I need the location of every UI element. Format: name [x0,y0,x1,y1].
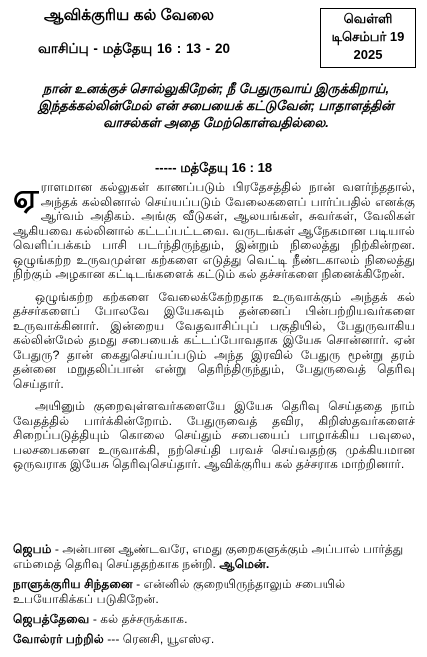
date-month-day: டிசெம்பர் 19 [331,29,405,44]
paragraph-1-text: ராளமான கல்லுகள் காணப்படும் பிரதேசத்தில் நான் வளர்ந்ததால், அந்தக் கல்லினால் செய்யப்படும் வேலைகளைப் பார்ப்பதில் எனக்கு ஆர்வம் அதிகம். அங்கு வீடுகள், ஆலயங்கள், சுவர்கள், வேலிகள் ஆகியவை கல்லினால் கட்டப்பட்டவை. வருடங்கள் ஆநேகமான படியால் வெளிப்பக்கம் பாசி படர்ந்திருந்தும், இன்றும் நிலைத்து நிற்கின்றன. ஒழுங்கற்ற உருவமுள்ள கற்களை எடுத்து வெட்டி நீண்டகாலம் நிலைத்து நிற்கும் அழகான கட்டிடங்களைக் கட்டும் கல் தச்சர்களை நினைக்கிறேன். [13,180,415,281]
body-text [13,176,415,480]
thought-text: - என்னில் குறையிருந்தாலும் சபையில் உபயோகிக்கப் படுகிறேன். [13,577,346,606]
prayer-label: ஜெபம் [13,542,52,556]
prayer-topic-text: - கல் தச்சருக்காக. [89,612,188,626]
paragraph-1 [13,176,415,282]
prayer-line [13,542,415,572]
author-location: --- ரெனசி, யூஎஸ்ஏ. [103,632,215,646]
author-line [13,632,415,647]
drop-cap: ஏ [13,176,39,215]
reading-reference: வாசிப்பு - மத்தேயு 16 : 13 - 20 [38,41,231,56]
date-box [320,8,416,68]
footer [13,542,415,652]
key-verse: நான் உனக்குச் சொல்லுகிறேன்; நீ பேதுருவாய் இருக்கிறாய், இந்தக்கல்லின்மேல் என் சபையைக் கட்டுவேன்; பாதாளத்தின் வாசல்கள் அதை மேற்கொள்வதில்லை. [38,81,394,130]
prayer-topic-label: ஜெபத்தேவை [13,612,90,626]
date-day: வெள்ளி [343,11,393,26]
paragraph-3: அயினும் குறைவுள்ளவர்களையே இயேசு தெரிவு செய்ததை நாம் வேதத்தில் பார்க்கின்றோம். பேதுருவைத் தவிர, கிறிஸ்தவர்களைச் சிறைப்படுத்தியும் கொலை செய்தும் சபையைப் பாழாக்கிய பவுலை, பலசபைகளை உருவாக்கி, நற்செய்தி பரவச் செய்வதற்கு முக்கியமான ஒருவராக இயேசு தெரிவுசெய்தார். ஆவிக்குரிய கல் தச்சராக மாற்றினார். [13,399,415,471]
prayer-amen: ஆமென். [219,557,270,571]
prayer-topic-line [13,612,415,627]
thought-line [13,577,415,607]
page-title: ஆவிக்குரிய கல் வேலை [44,7,215,24]
thought-label: நாளுக்குரிய சிந்தனை [13,577,133,591]
author-name: வோல்ரர் பற்றில் [13,632,104,646]
date-year: 2025 [353,47,383,62]
prayer-text: - அன்பான ஆண்டவரே, எமது குறைகளுக்கும் அப்பால் பார்த்து எம்மைத் தெரிவு செய்ததற்காக நன்றி. [13,542,404,571]
paragraph-2: ஒழுங்கற்ற கற்களை வேலைக்கேற்றதாக உருவாக்கும் அந்தக் கல் தச்சர்களைப் போலவே இயேசுவும் தன்னைப் பின்பற்றியவர்களை உருவாக்கினார். இன்றைய வேதவாசிப்புப் பகுதியில், பேதுருவாகிய கல்லின்மேல் தமது சபையைக் கட்டப்போவதாக இயேசு சொன்னார். ஏன் பேதுரு? தான் கைதுசெய்யப்படும் அந்த இரவில் பேதுரு மூன்று தரம் தன்னை மறுதலிப்பான் என்று தெரிந்திருந்தும், பேதுருவைத் தெரிவு செய்தார். [13,289,415,391]
key-verse-reference: ----- மத்தேயு 16 : 18 [154,160,273,175]
header [38,6,308,58]
